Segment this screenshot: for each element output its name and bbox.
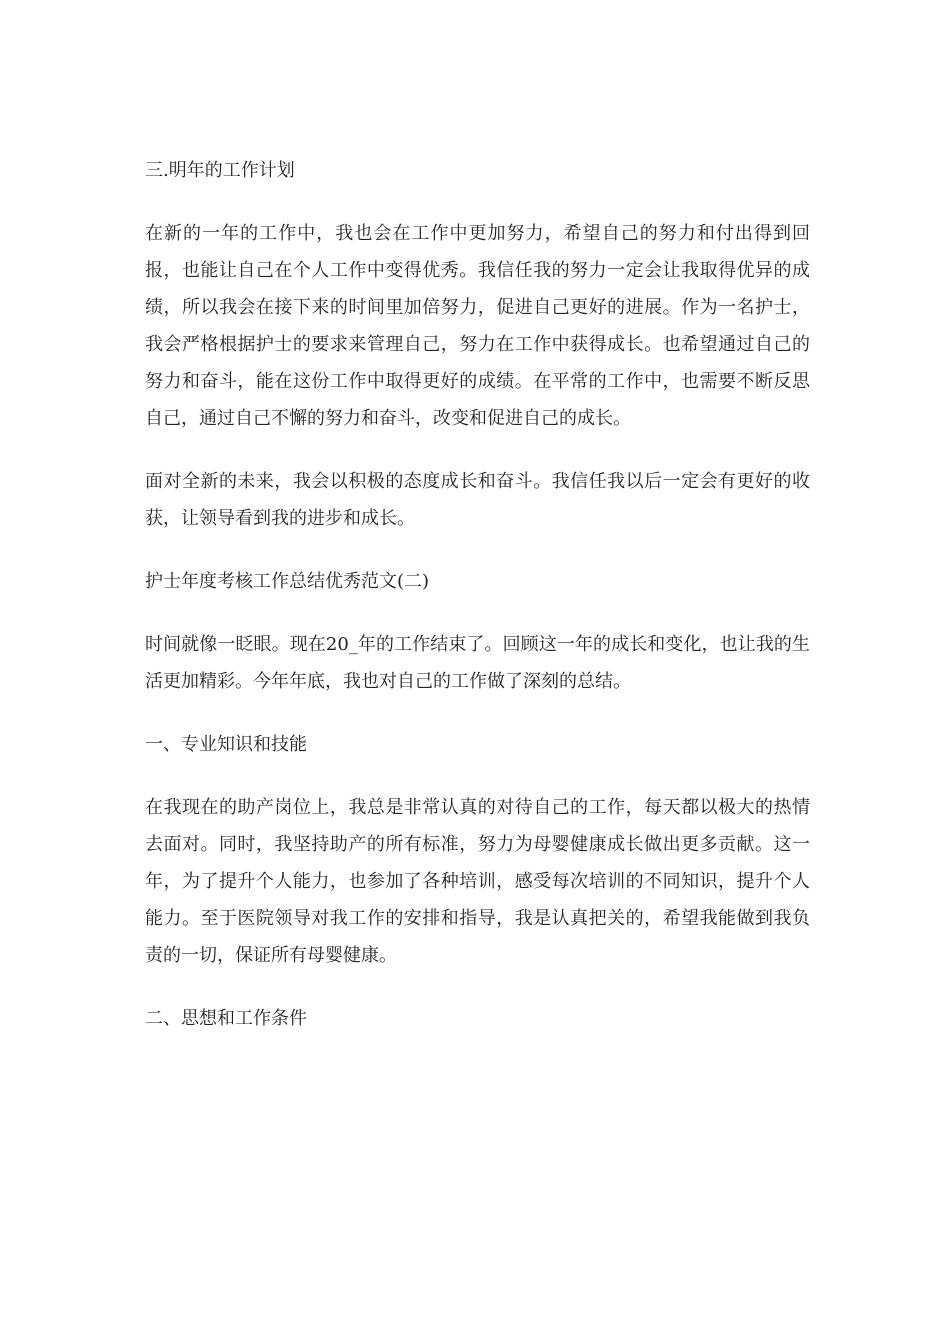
document-page bbox=[145, 152, 810, 1063]
paragraph-year-review: 时间就像一眨眼。现在20_年的工作结束了。回顾这一年的成长和变化，也让我的生活更加精彩。今年年底，我也对自己的工作做了深刻的总结。 bbox=[145, 634, 810, 692]
paragraph-future-outlook: 面对全新的未来，我会以积极的态度成长和奋斗。我信任我以后一定会有更好的收获，让领导看到我的进步和成长。 bbox=[145, 471, 810, 529]
section-heading-next-year-plan: 三.明年的工作计划 bbox=[145, 160, 295, 181]
paragraph-midwifery-work: 在我现在的助产岗位上，我总是非常认真的对待自己的工作，每天都以极大的热情去面对。同时，我坚持助产的所有标准，努力为母婴健康成长做出更多贡献。这一年，为了提升个人能力，也参加了各种培训，感受每次培训的不同知识，提升个人能力。至于医院领导对我工作的安排和指导，我是认真把关的，希望我能做到我负责的一切，保证所有母婴健康。 bbox=[145, 797, 810, 966]
section-heading-thoughts-and-conditions: 二、思想和工作条件 bbox=[145, 1008, 307, 1029]
article-title-part-two: 护士年度考核工作总结优秀范文(二) bbox=[145, 571, 430, 592]
section-heading-professional-skills: 一、专业知识和技能 bbox=[145, 734, 307, 755]
paragraph-work-plan: 在新的一年的工作中，我也会在工作中更加努力，希望自己的努力和付出得到回报，也能让自己在个人工作中变得优秀。我信任我的努力一定会让我取得优异的成绩，所以我会在接下来的时间里加倍努力，促进自己更好的进展。作为一名护士，我会严格根据护士的要求来管理自己，努力在工作中获得成长。也希望通过自己的努力和奋斗，能在这份工作中取得更好的成绩。在平常的工作中，也需要不断反思自己，通过自己不懈的努力和奋斗，改变和促进自己的成长。 bbox=[145, 223, 810, 429]
